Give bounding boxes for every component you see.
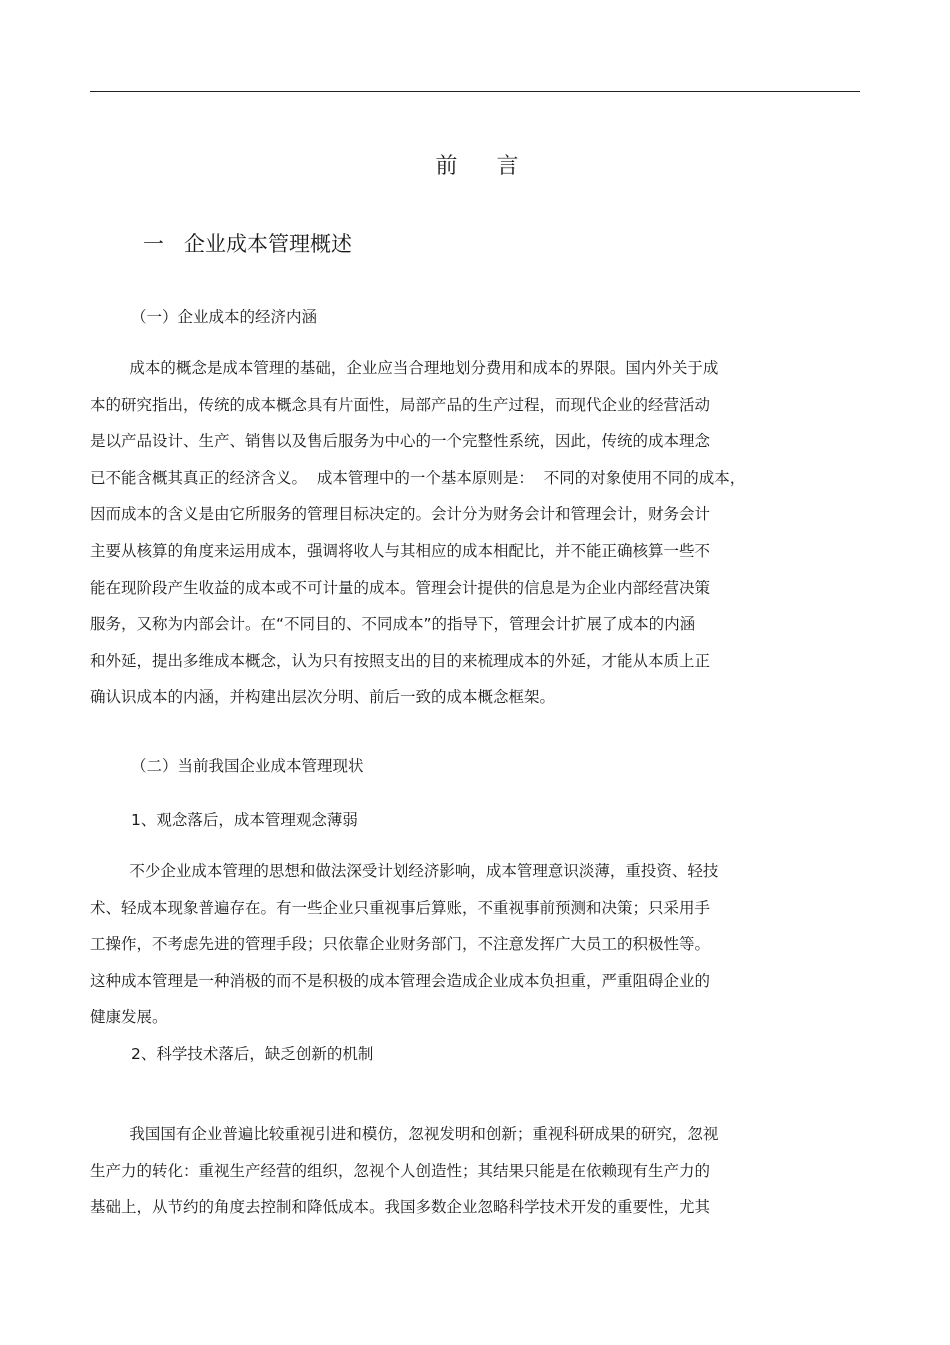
paragraph-line: 不少企业成本管理的思想和做法深受计划经济影响，成本管理意识淡薄，重投资、轻技 — [90, 862, 719, 880]
paragraph-line: 健康发展。 — [90, 1008, 168, 1027]
paragraph-line: 因而成本的含义是由它所服务的管理目标决定的。会计分为财务会计和管理会计，财务会计 — [90, 505, 711, 524]
paragraph-line: 工操作，不考虑先进的管理手段；只依靠企业财务部门，不注意发挥广大员工的积极性等。 — [90, 935, 711, 954]
subsection-heading-2: （二）当前我国企业成本管理现状 — [131, 757, 364, 775]
paragraph-line: 术、轻成本现象普遍存在。有一些企业只重视事后算账，不重视事前预测和决策；只采用手 — [90, 898, 711, 917]
paragraph-line: 本的研究指出，传统的成本概念具有片面性，局部产品的生产过程，而现代企业的经营活动 — [90, 395, 711, 414]
paragraph-line: 这种成本管理是一种消极的而不是积极的成本管理会造成企业成本负担重，严重阻碍企业的 — [90, 971, 711, 990]
paragraph-line: 和外延，提出多维成本概念，认为只有按照支出的目的来梳理成本的外延，才能从本质上正 — [90, 651, 711, 670]
paragraph-line: 生产力的转化：重视生产经营的组织，忽视个人创造性；其结果只能是在依赖现有生产力的 — [90, 1161, 711, 1180]
paragraph-line: 已不能含概其真正的经济含义。 成本管理中的一个基本原则是： 不同的对象使用不同的成本， — [90, 468, 746, 487]
paragraph-2 — [90, 853, 850, 1036]
paragraph-3 — [90, 1116, 850, 1226]
paragraph-line: 主要从核算的角度来运用成本，强调将收人与其相应的成本相配比，并不能正确核算一些不 — [90, 541, 711, 560]
paragraph-line: 确认识成本的内涵，并构建出层次分明、前后一致的成本概念框架。 — [90, 688, 556, 707]
item-heading-1: 1、观念落后，成本管理观念薄弱 — [131, 811, 358, 829]
paragraph-line: 成本的概念是成本管理的基础，企业应当合理地划分费用和成本的界限。国内外关于成 — [90, 359, 719, 377]
paragraph-line: 是以产品设计、生产、销售以及售后服务为中心的一个完整性系统，因此，传统的成本理念 — [90, 432, 711, 451]
subsection-heading-1: （一）企业成本的经济内涵 — [131, 308, 318, 326]
paragraph-line: 能在现阶段产生收益的成本或不可计量的成本。管理会计提供的信息是为企业内部经营决策 — [90, 578, 711, 597]
paragraph-line: 服务，又称为内部会计。在“不同目的、不同成本”的指导下，管理会计扩展了成本的内涵 — [90, 615, 696, 634]
header-rule — [90, 91, 860, 92]
page-title: 前 言 — [435, 154, 535, 179]
section-heading: 一 企业成本管理概述 — [143, 232, 353, 256]
paragraph-line: 基础上，从节约的角度去控制和降低成本。我国多数企业忽略科学技术开发的重要性，尤其 — [90, 1198, 711, 1217]
item-heading-2: 2、科学技术落后，缺乏创新的机制 — [131, 1045, 374, 1063]
paragraph-1 — [90, 350, 850, 716]
paragraph-line: 我国国有企业普遍比较重视引进和模仿，忽视发明和创新；重视科研成果的研究，忽视 — [90, 1125, 719, 1143]
